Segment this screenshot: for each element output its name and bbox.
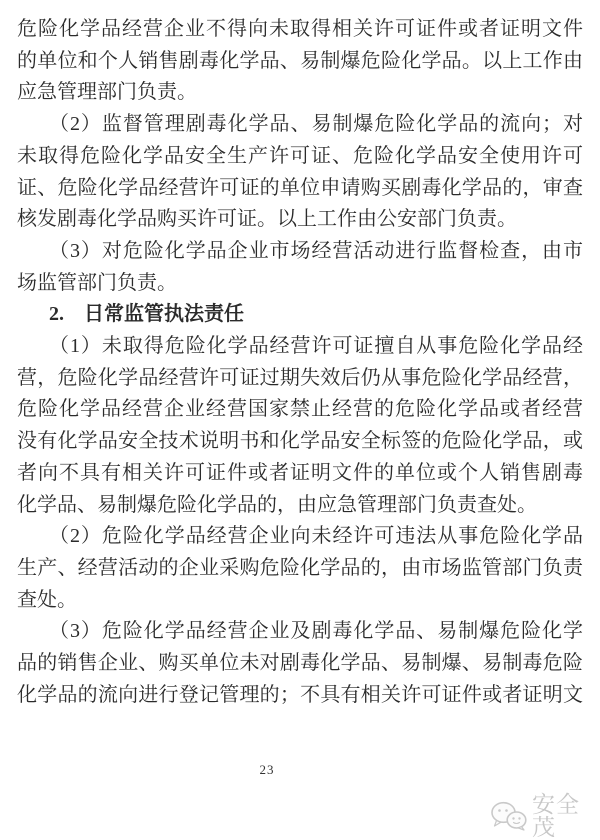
body-line: （2）监督管理剧毒化学品、易制爆危险化学品的流向；对 — [49, 113, 583, 136]
body-line: 危险化学品经营企业经营国家禁止经营的危险化学品或者经营 — [17, 398, 583, 421]
body-line: 危险化学品经营企业不得向未取得相关许可证件或者证明文件 — [17, 18, 583, 40]
body-line: （3）危险化学品经营企业及剧毒化学品、易制爆危险化学 — [49, 620, 583, 643]
body-line: 未取得危险化学品安全生产许可证、危险化学品安全使用许可 — [17, 144, 583, 167]
body-text — [17, 14, 583, 711]
section-heading: 2. 日常监管执法责任 — [49, 303, 244, 326]
body-line: 品的销售企业、购买单位未对剧毒化学品、易制爆、易制毒危险 — [17, 652, 583, 675]
body-line: 场监管部门负责。 — [17, 271, 177, 294]
body-line: 者向不具有相关许可证件或者证明文件的单位或个人销售剧毒 — [17, 461, 583, 484]
body-line: 生产、经营活动的企业采购危险化学品的，由市场监管部门负责 — [17, 556, 583, 579]
body-line: 营，危险化学品经营许可证过期失效后仍从事危险化学品经营， — [17, 366, 583, 389]
page-number: 23 — [259, 762, 275, 777]
watermark — [491, 791, 600, 840]
body-line: 查处。 — [17, 588, 77, 611]
body-line: 应急管理部门负责。 — [17, 81, 197, 104]
body-line: （3）对危险化学品企业市场经营活动进行监督检查，由市 — [49, 239, 583, 262]
body-line: （1）未取得危险化学品经营许可证擅自从事危险化学品经 — [49, 335, 583, 358]
body-line: 的单位和个人销售剧毒化学品、易制爆危险化学品。以上工作由 — [17, 49, 583, 72]
body-line: 化学品、易制爆危险化学品的，由应急管理部门负责查处。 — [17, 493, 537, 516]
body-line: 没有化学品安全技术说明书和化学品安全标签的危险化学品，或 — [17, 430, 583, 453]
body-line: 证、危险化学品经营许可证的单位申请购买剧毒化学品的，审查 — [17, 176, 583, 199]
body-line: （2）危险化学品经营企业向未经许可违法从事危险化学品 — [49, 525, 583, 548]
body-line: 核发剧毒化学品购买许可证。以上工作由公安部门负责。 — [17, 208, 517, 231]
body-line: 化学品的流向进行登记管理的；不具有相关许可证件或者证明文 — [17, 683, 583, 706]
watermark-label: 安全茂 — [532, 791, 580, 840]
wechat-icon — [491, 801, 527, 831]
